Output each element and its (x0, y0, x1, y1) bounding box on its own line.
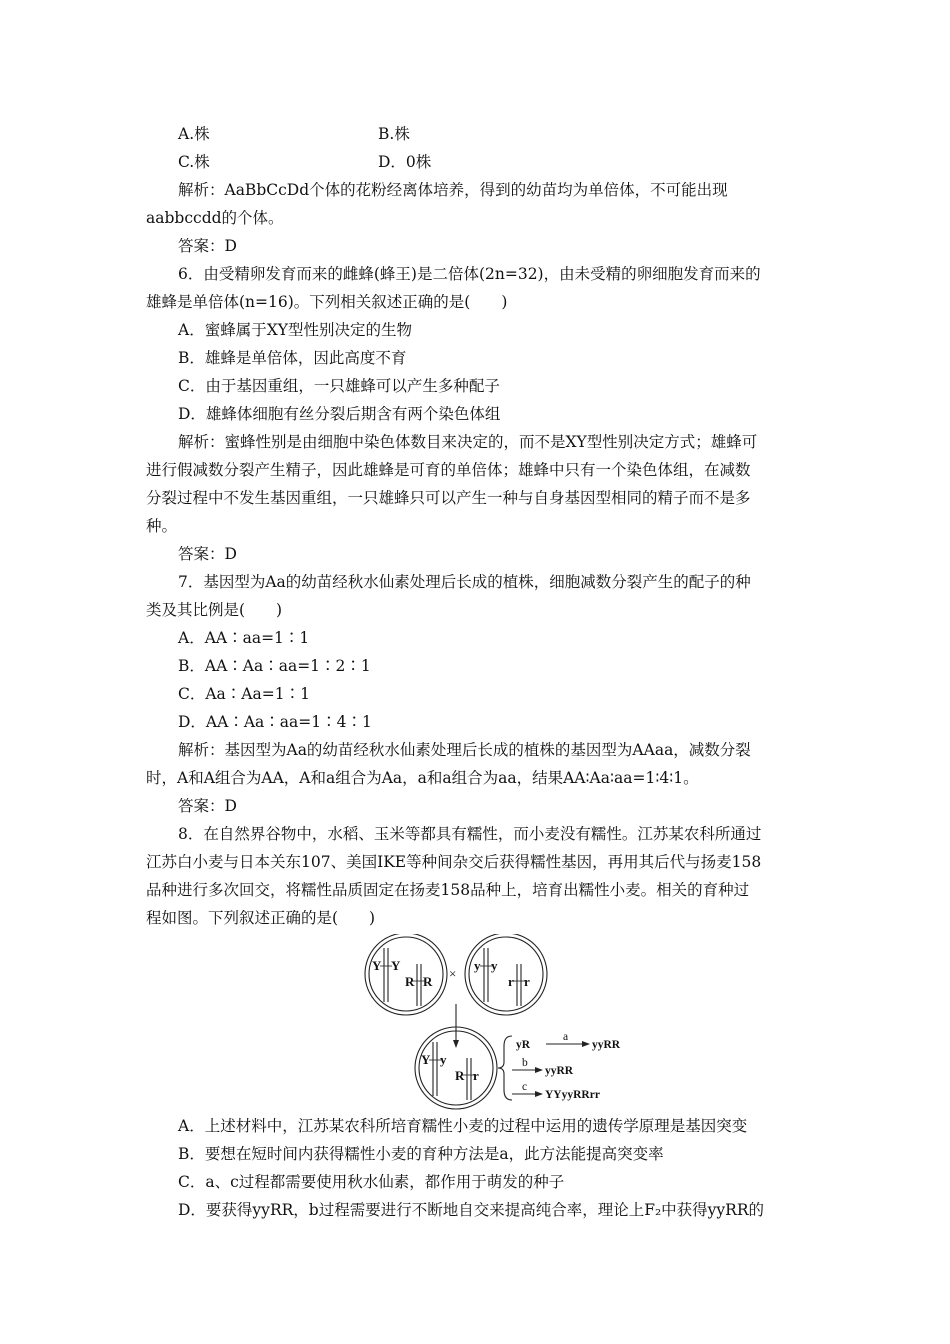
q6-option-a: A．蜜蜂属于XY型性别决定的生物 (178, 321, 412, 339)
path-a-result: yyRR (592, 1039, 621, 1051)
q8-stem-line-2: 江苏白小麦与日本关东107、美国IKE等种间杂交后获得糯性基因，再用其后代与扬麦158 (146, 853, 762, 871)
cell1-gene-R-left: R (405, 974, 415, 989)
q6-analysis-line-3: 分裂过程中不发生基因重组，一只雄蜂只可以产生一种与自身基因型相同的精子而不是多 (146, 489, 751, 507)
cross-symbol: × (449, 966, 457, 981)
q6-option-b: B．雄蜂是单倍体，因此高度不育 (178, 349, 407, 367)
cell2-gene-y-left: y (474, 958, 481, 973)
path-a-label: a (563, 1031, 569, 1043)
cell2-gene-y-right: y (491, 958, 498, 973)
q8-option-a: A．上述材料中，江苏某农科所培育糯性小麦的过程中运用的遗传学原理是基因突变 (178, 1117, 748, 1135)
q7-analysis-line-2: 时，A和A组合为AA，A和a组合为Aa，a和a组合为aa，结果AA∶Aa∶aa=1∶4∶1。 (146, 769, 699, 787)
q5-analysis-line-2: aabbccdd的个体。 (146, 209, 284, 227)
q6-analysis-line-1: 解析：蜜蜂性别是由细胞中染色体数目来决定的，而不是XY型性别决定方式；雄蜂可 (178, 433, 758, 451)
q6-answer: 答案：D (178, 545, 237, 563)
q6-analysis-line-4: 种。 (146, 517, 178, 535)
q7-option-a: A．AA∶aa=1∶1 (178, 629, 310, 647)
q5-answer: 答案：D (178, 237, 237, 255)
q7-stem-line-2: 类及其比例是( ) (146, 601, 283, 619)
q6-analysis-line-2: 进行假减数分裂产生精子，因此雄蜂是可育的单倍体；雄蜂中只有一个染色体组，在减数 (146, 461, 751, 479)
f1-gene-y: y (440, 1052, 447, 1067)
q8-stem-line-4: 程如图。下列叙述正确的是( ) (146, 909, 376, 927)
path-b-label: b (522, 1057, 528, 1069)
q5-option-b: B.株 (378, 125, 410, 143)
cell1-gene-R-right: R (423, 974, 433, 989)
q7-stem-line-1: 7．基因型为Aa的幼苗经秋水仙素处理后长成的植株，细胞减数分裂产生的配子的种 (178, 573, 751, 591)
path-c-label: c (522, 1081, 528, 1093)
q5-option-a: A.株 (178, 125, 210, 143)
q7-answer: 答案：D (178, 797, 237, 815)
cell1-gene-Y-left: Y (372, 958, 382, 973)
brace (498, 1036, 512, 1100)
q6-option-c: C．由于基因重组，一只雄蜂可以产生多种配子 (178, 377, 500, 395)
q7-option-d: D．AA∶Aa∶aa=1∶4∶1 (178, 713, 372, 731)
f1-gene-R: R (455, 1068, 465, 1083)
cell2-gene-r-left: r (508, 974, 514, 989)
path-b-result: yyRR (545, 1065, 574, 1077)
breeding-diagram (360, 934, 660, 1114)
cell2-gene-r-right: r (524, 974, 530, 989)
f1-gene-Y: Y (421, 1052, 431, 1067)
path-c-result: YYyyRRrr (545, 1089, 600, 1101)
q6-option-d: D．雄蜂体细胞有丝分裂后期含有两个染色体组 (178, 405, 501, 423)
q8-stem-line-3: 品种进行多次回交，将糯性品质固定在扬麦158品种上，培育出糯性小麦。相关的育种过 (146, 881, 750, 899)
q5-analysis-line-1: 解析：AaBbCcDd个体的花粉经离体培养，得到的幼苗均为单倍体，不可能出现 (178, 181, 728, 199)
path-a-start: yR (516, 1039, 531, 1051)
q5-option-c: C.株 (178, 153, 210, 171)
q6-stem-line-2: 雄蜂是单倍体(n=16)。下列相关叙述正确的是( ) (146, 293, 508, 311)
q8-option-c: C．a、c过程都需要使用秋水仙素，都作用于萌发的种子 (178, 1173, 565, 1191)
q8-option-d: D．要获得yyRR，b过程需要进行不断地自交来提高纯合率，理论上F₂中获得yyRR的 (178, 1201, 765, 1219)
q7-option-c: C．Aa∶Aa=1∶1 (178, 685, 310, 703)
parent-cell-2 (465, 934, 547, 1015)
cell1-gene-Y-right: Y (391, 958, 401, 973)
q8-stem-line-1: 8．在自然界谷物中，水稻、玉米等都具有糯性，而小麦没有糯性。江苏某农科所通过 (178, 825, 762, 843)
q7-analysis-line-1: 解析：基因型为Aa的幼苗经秋水仙素处理后长成的植株的基因型为AAaa，减数分裂 (178, 741, 751, 759)
f1-gene-r: r (473, 1068, 479, 1083)
q7-option-b: B．AA∶Aa∶aa=1∶2∶1 (178, 657, 371, 675)
q5-option-d: D．0株 (378, 153, 432, 171)
q6-stem-line-1: 6．由受精卵发育而来的雌蜂(蜂王)是二倍体(2n=32)，由未受精的卵细胞发育而来的 (178, 265, 761, 283)
q8-option-b: B．要想在短时间内获得糯性小麦的育种方法是a，此方法能提高突变率 (178, 1145, 664, 1163)
